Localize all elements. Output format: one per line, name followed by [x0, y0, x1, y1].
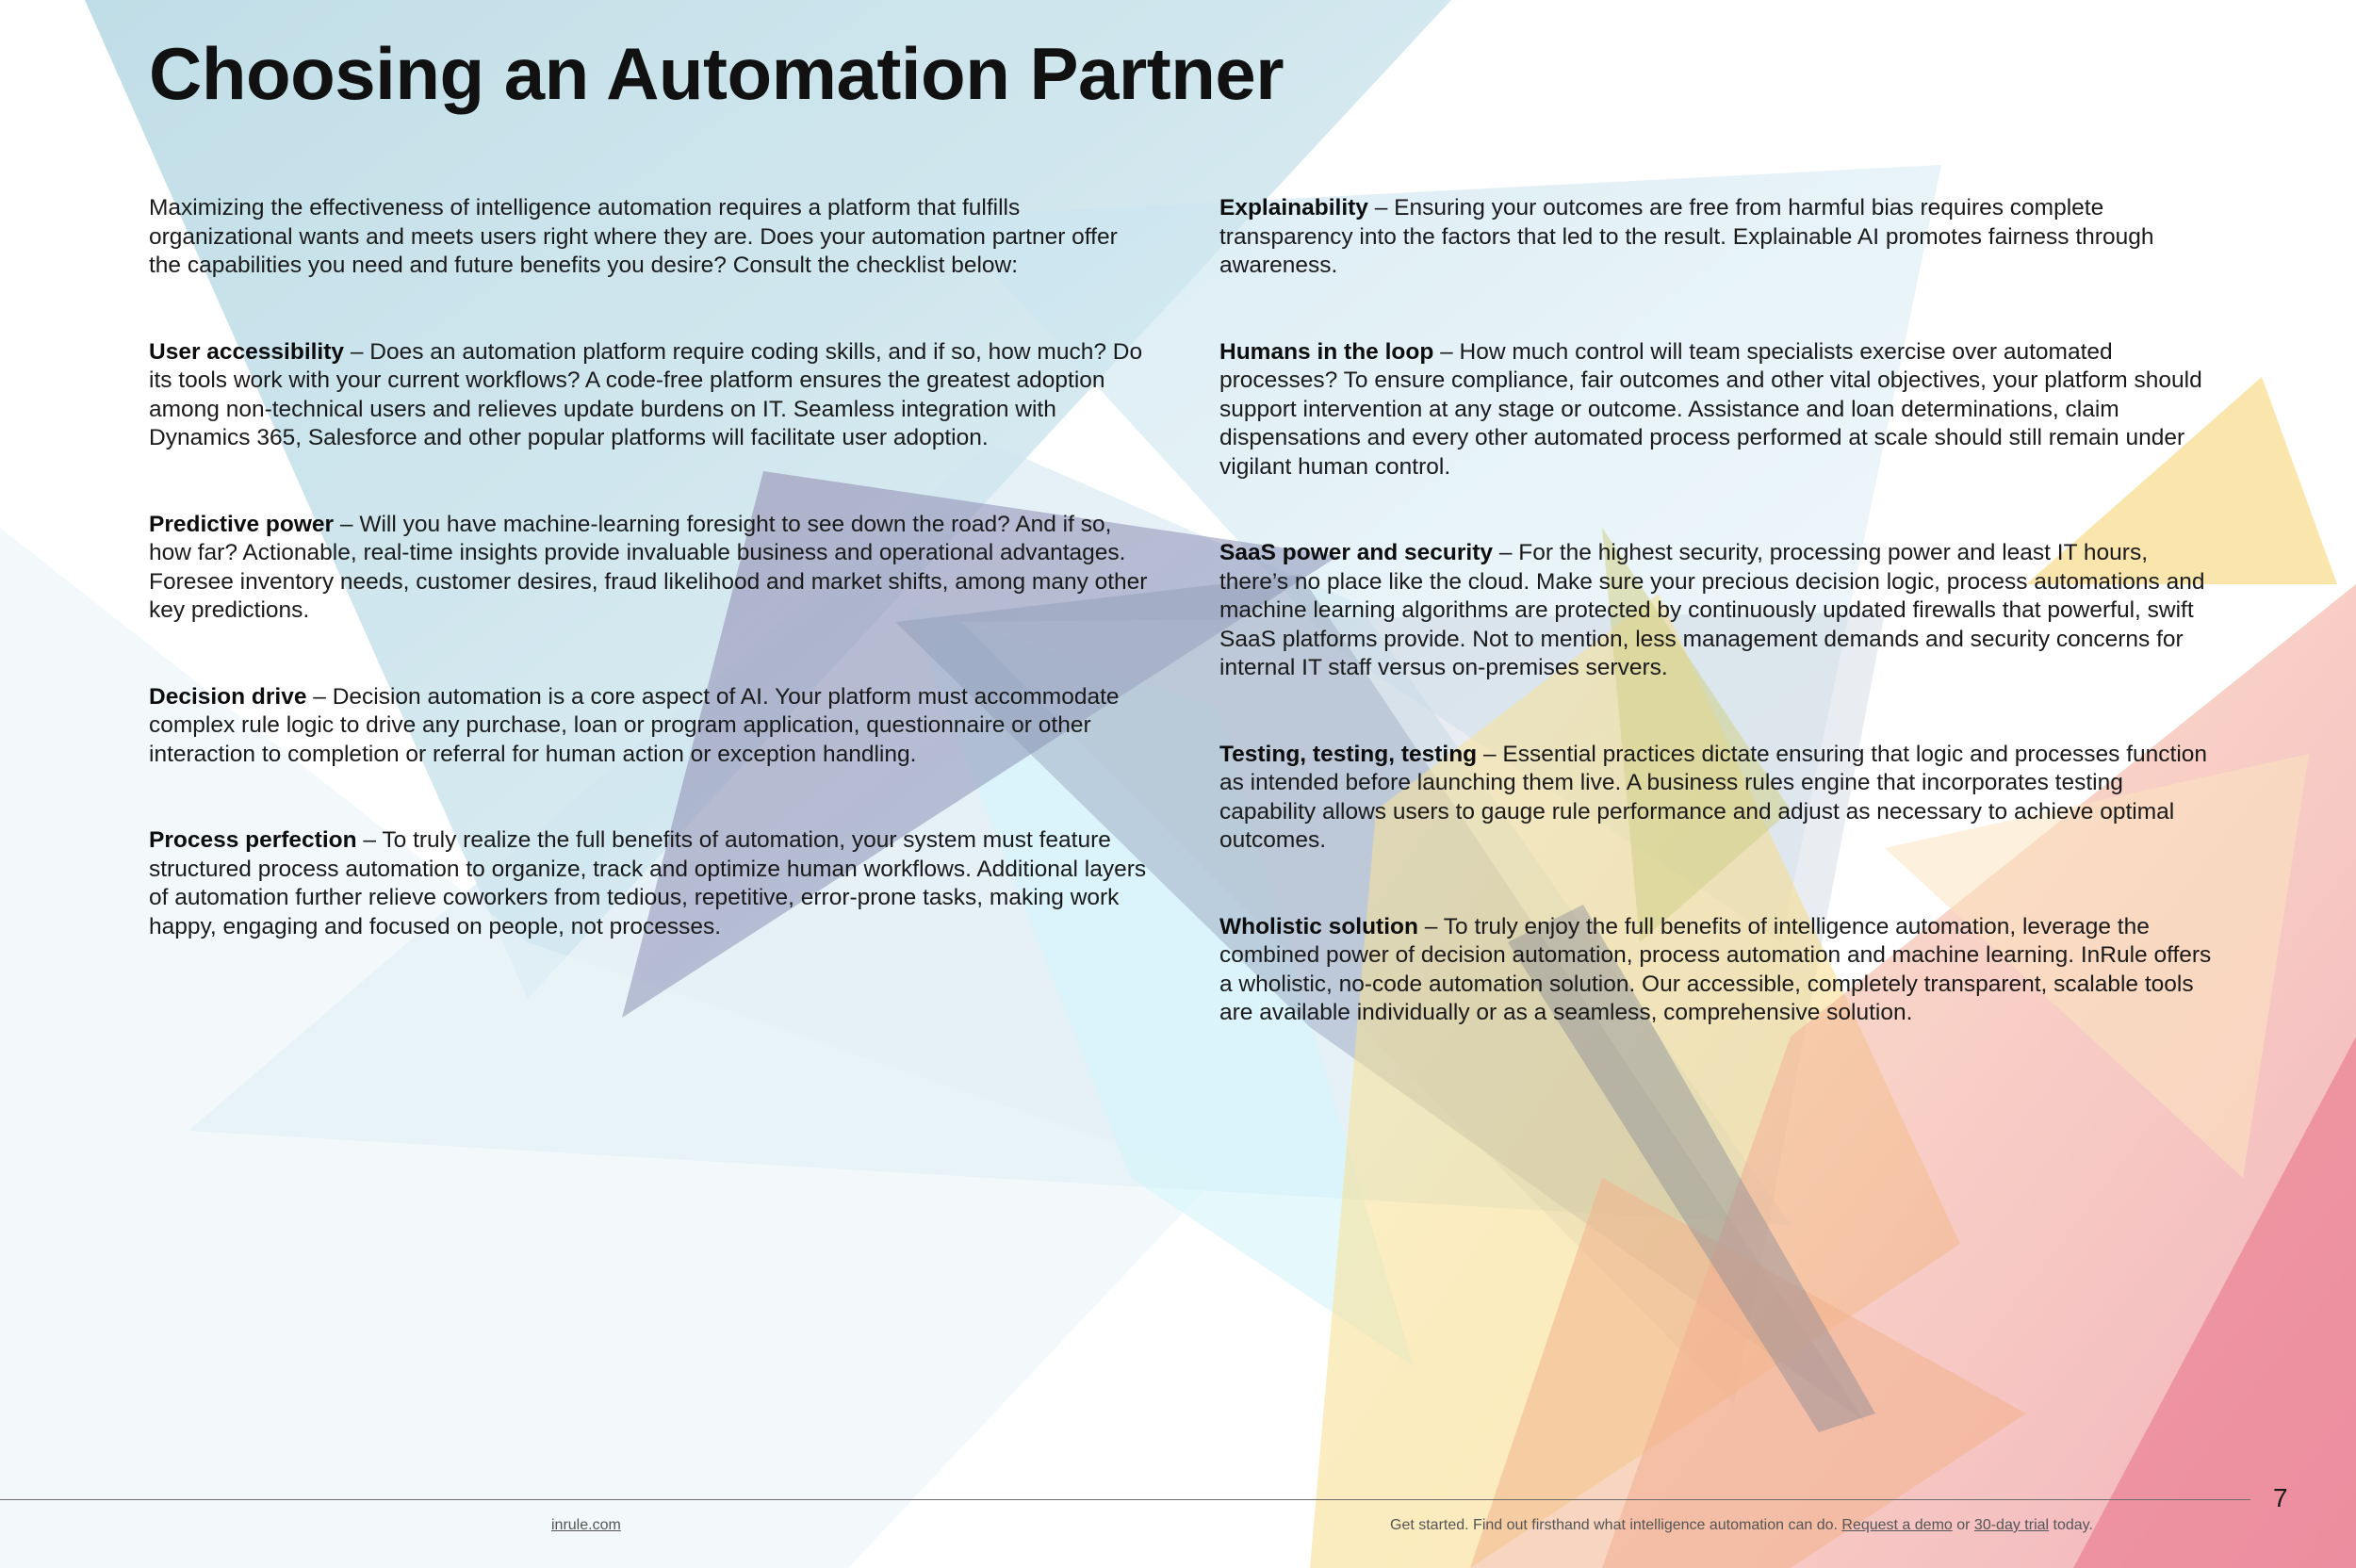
checklist-item-process-perfection — [149, 826, 1148, 941]
item-text: – How much control will team specialists exercise over automated processes? To ensure compliance, fair outcomes and other vital objectives, your platform should support intervention at any stage or outcome. Assistance and loan determinations, claim dispensations and every other automated process performed at scale should still remain under vigilant human control. — [1219, 338, 2202, 480]
checklist-item-user-accessibility — [149, 338, 1148, 453]
item-text: – Does an automation platform require coding skills, and if so, how much? Do its tools work with your current workflows? A code-free platform ensures the greatest adoption among non-technical users and relieves update burdens on IT. Seamless integration with Dynamics 365, Salesforce and other popular platforms will facilitate user adoption. — [149, 338, 1143, 450]
checklist-item-wholistic-solution — [1219, 913, 2218, 1028]
item-text: – To truly realize the full benefits of automation, your system must feature structured process automation to organize, track and optimize human workflows. Additional layers of automation further relieve coworkers from tedious, repetitive, error-prone tasks, making work happy, engaging and focused on people, not processes. — [149, 827, 1147, 939]
checklist-item-decision-drive — [149, 683, 1148, 770]
right-column — [1219, 194, 2218, 1086]
item-heading: Wholistic solution — [1219, 913, 1418, 939]
item-heading: Decision drive — [149, 683, 307, 710]
item-heading: Explainability — [1219, 195, 1368, 220]
left-column — [149, 194, 1148, 999]
checklist-item-predictive-power — [149, 511, 1148, 626]
cta-suffix: today. — [2049, 1517, 2093, 1533]
request-demo-link[interactable]: Request a demo — [1841, 1517, 1953, 1533]
page-title: Choosing an Automation Partner — [149, 32, 1284, 115]
item-text: – For the highest security, processing power and least IT hours, there’s no place like the cloud. Make sure your precious decision logic, process automations and machine learning algorithms are protected by continuously updated firewalls that powerful, swift SaaS platforms provide. Not to mention, less management demands and security concerns for internal IT staff versus on-premises servers. — [1219, 540, 2205, 680]
item-heading: SaaS power and security — [1219, 540, 1494, 565]
item-text: – To truly enjoy the full benefits of intelligence automation, leverage the combined power of decision automation, process automation and machine learning. InRule offers a wholistic, no-code automation solution. Our accessible, completely transparent, scalable tools are available individually or as a seamless, comprehensive solution. — [1219, 913, 2212, 1025]
checklist-item-explainability — [1219, 194, 2218, 281]
item-heading: Humans in the loop — [1219, 338, 1434, 365]
item-text: – Ensuring your outcomes are free from harmful bias requires complete transparency into the factors that led to the result. Explainable AI promotes fairness through awareness. — [1219, 195, 2154, 278]
checklist-item-saas-power-and-security — [1219, 539, 2218, 683]
cta-or: or — [1952, 1517, 1974, 1533]
trial-link[interactable]: 30-day trial — [1973, 1517, 2050, 1533]
footer-divider — [0, 1499, 2250, 1500]
footer-cta — [1390, 1515, 2093, 1536]
intro-paragraph: Maximizing the effectiveness of intelligence automation requires a platform that fulfills organizational wants and meets users right where they are. Does your automation partner offer the capabilities you need and future benefits you desire? Consult the checklist below: — [149, 195, 1118, 278]
page-number: 7 — [2273, 1483, 2288, 1512]
item-text: – Will you have machine-learning foresight to see down the road? And if so, how far? Actionable, real-time insights provide invaluable business and operational advantages. Foresee inventory needs, customer desires, fraud likelihood and market shifts, among many other key predictions. — [149, 511, 1148, 623]
checklist-item-testing — [1219, 741, 2218, 856]
item-heading: Process perfection — [149, 827, 357, 853]
cta-prefix: Get started. Find out firsthand what intelligence automation can do. — [1390, 1517, 1842, 1533]
checklist-item-humans-in-the-loop — [1219, 338, 2218, 482]
item-text: – Decision automation is a core aspect of AI. Your platform must accommodate complex rule logic to drive any purchase, loan or program application, questionnaire or other interaction to completion or referral for human action or exception handling. — [149, 683, 1120, 767]
item-text: – Essential practices dictate ensuring that logic and processes function as intended before launching them live. A business rules engine that incorporates testing capability allows users to gauge rule performance and adjust as necessary to achieve optimal outcomes. — [1219, 741, 2208, 853]
item-heading: Testing, testing, testing — [1219, 741, 1478, 767]
website-link[interactable]: inrule.com — [551, 1517, 621, 1533]
item-heading: Predictive power — [149, 511, 335, 537]
item-heading: User accessibility — [149, 338, 345, 365]
